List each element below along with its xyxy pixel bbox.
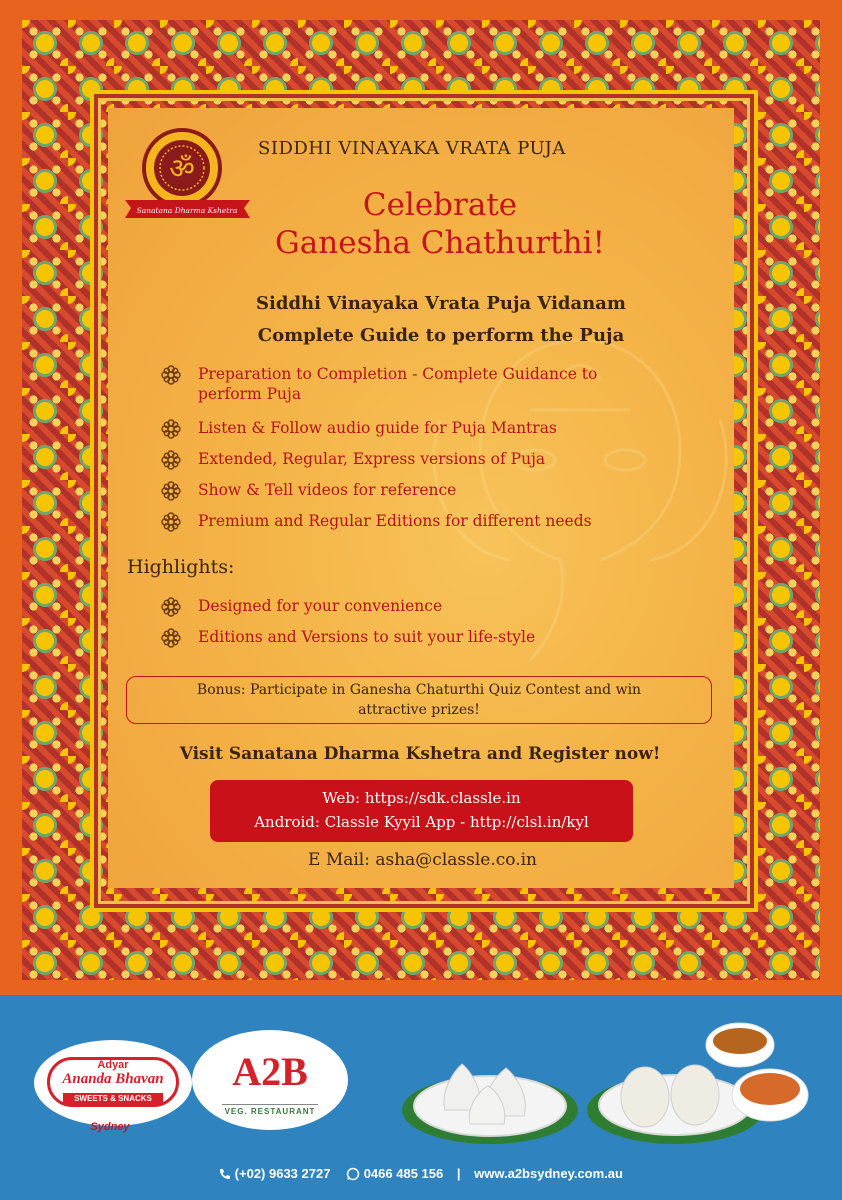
list-item — [158, 627, 718, 647]
svg-text:ॐ: ॐ — [169, 152, 195, 185]
page-title-line1: Celebrate — [362, 187, 518, 223]
a2b-restaurant-logo — [192, 1030, 348, 1130]
flower-icon — [160, 511, 182, 533]
flower-icon — [160, 596, 182, 618]
website-link[interactable]: www.a2bsydney.com.au — [474, 1166, 623, 1182]
contact-bar — [0, 1165, 842, 1181]
register-call-to-action: Visit Sanatana Dharma Kshetra and Register now! — [179, 744, 661, 764]
highlight-text: Designed for your convenience — [198, 597, 443, 615]
feature-text: Preparation to Completion - Complete Guidance to — [198, 365, 598, 383]
a2b-logo-text: A2B — [232, 1049, 308, 1094]
feature-text: Premium and Regular Editions for different needs — [198, 512, 592, 530]
sydney-label: Sydney — [90, 1121, 130, 1133]
highlight-text: Editions and Versions to suit your life-style — [198, 628, 536, 646]
list-item — [158, 596, 718, 616]
adyar-ananda-bhavan-logo — [34, 1040, 192, 1126]
list-item — [158, 418, 718, 438]
a2b-sub-text: VEG. RESTAURANT — [222, 1104, 318, 1116]
links-box — [210, 780, 633, 842]
feature-list — [158, 364, 718, 531]
list-item-continuation — [158, 384, 718, 404]
feature-text: Show & Tell videos for reference — [198, 481, 457, 499]
list-item — [158, 364, 718, 384]
web-link[interactable]: Web: https://sdk.classle.in — [322, 789, 521, 807]
highlights-list — [158, 596, 718, 647]
overtitle: SIDDHI VINAYAKA VRATA PUJA — [258, 138, 566, 159]
subtitle-line1: Siddhi Vinayaka Vrata Puja Vidanam — [256, 293, 626, 314]
whatsapp-icon — [346, 1167, 360, 1181]
logo-top-text: Adyar — [97, 1059, 129, 1071]
phone-number[interactable]: (+02) 9633 2727 — [234, 1166, 331, 1182]
logo-main-text: Ananda Bhavan — [62, 1071, 164, 1087]
phone-icon — [219, 1168, 231, 1180]
separator: | — [456, 1166, 461, 1182]
list-item — [158, 449, 718, 469]
flower-icon — [160, 418, 182, 440]
bonus-box — [126, 676, 712, 724]
email-link[interactable]: E Mail: asha@classle.co.in — [308, 850, 537, 870]
logo-sub-text: SWEETS & SNACKS — [63, 1093, 163, 1104]
page-title-line2: Ganesha Chathurthi! — [275, 225, 605, 261]
feature-text: Extended, Regular, Express versions of Puja — [198, 450, 546, 468]
flower-icon — [160, 480, 182, 502]
feature-text: Listen & Follow audio guide for Puja Mantras — [198, 419, 557, 437]
android-app-link[interactable]: Android: Classle Kyyil App - http://clsl.in/kyl — [254, 813, 589, 831]
flower-icon — [160, 364, 182, 386]
subtitle-line2: Complete Guide to perform the Puja — [257, 325, 625, 346]
bonus-line2: attractive prizes! — [358, 702, 480, 718]
whatsapp-number[interactable]: 0466 485 156 — [363, 1166, 444, 1182]
list-item — [158, 480, 718, 500]
bonus-line1: Bonus: Participate in Ganesha Chaturthi Quiz Contest and win — [196, 682, 642, 698]
modak-plate-image — [400, 1040, 580, 1150]
highlights-heading: Highlights: — [127, 556, 235, 578]
flower-icon — [160, 449, 182, 471]
flower-icon — [160, 627, 182, 649]
logo-ribbon-text: Sanatana Dharma Kshetra — [136, 206, 238, 215]
idli-sambar-image — [585, 1005, 815, 1155]
list-item — [158, 511, 718, 531]
feature-text: perform Puja — [198, 385, 302, 403]
